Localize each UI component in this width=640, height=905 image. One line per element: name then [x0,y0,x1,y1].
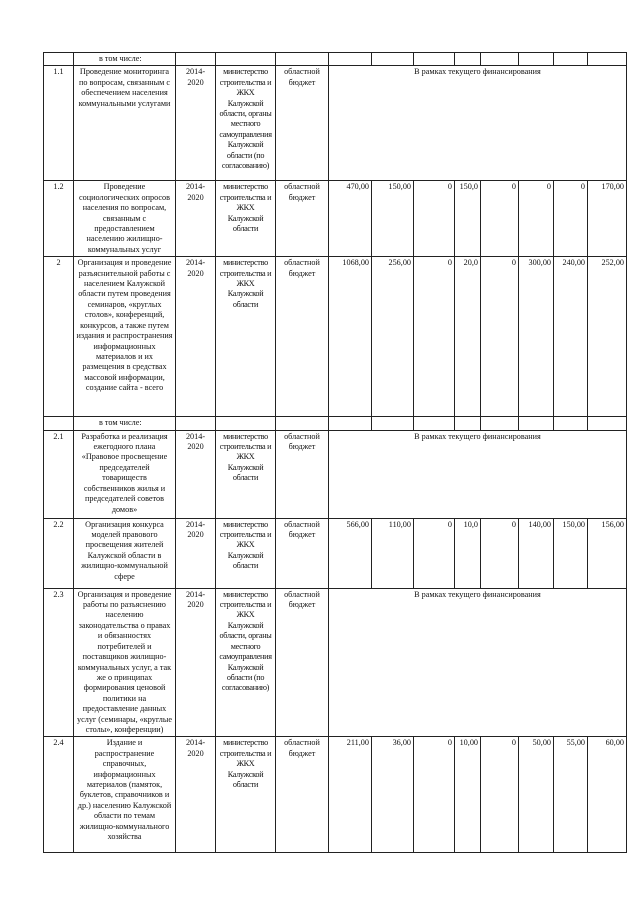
table-row [44,588,627,737]
row-name: Организация и проведение работы по разъяснению населению законодательства о правах и обязанностях потребителей и поставщиков жилищно-коммунальных услуг, а так же о принципах формирования ценовой политики на предоставление данных услуг (семинары, «круглые столы», конференции) [74,588,176,737]
row-value [554,417,588,430]
row-executor: министерство строительства и ЖКХ Калужской области [216,518,276,588]
row-value: 211,00 [329,737,372,853]
row-value: 60,00 [588,737,627,853]
row-value [519,53,554,66]
row-value: 10,00 [455,737,481,853]
row-number [44,417,74,430]
row-source: областной бюджет [276,588,329,737]
row-value [372,53,414,66]
row-name: в том числе: [74,53,176,66]
row-number: 1.2 [44,181,74,257]
row-source: областной бюджет [276,737,329,853]
row-value: 0 [481,518,519,588]
row-value: 0 [414,181,455,257]
row-period: 2014-2020 [176,588,216,737]
row-period: 2014-2020 [176,430,216,518]
row-value [372,417,414,430]
row-value: 0 [481,257,519,417]
row-source: областной бюджет [276,181,329,257]
row-value [519,417,554,430]
financing-note: В рамках текущего финансирования [329,588,627,737]
row-source [276,417,329,430]
table-row [44,417,627,430]
row-value: 156,00 [588,518,627,588]
row-name: Проведение мониторинга по вопросам, связанным с обеспечением населения коммунальными услугами [74,66,176,181]
row-value [481,53,519,66]
table-row [44,737,627,853]
row-number: 1.1 [44,66,74,181]
row-value: 470,00 [329,181,372,257]
row-value [588,417,627,430]
row-name: Издание и распространение справочных, информационных материалов (памяток, буклетов, справочников и др.) населению Калужской области по темам жилищно-коммунального хозяйства [74,737,176,853]
table-body [44,53,627,853]
row-source: областной бюджет [276,518,329,588]
table-row [44,518,627,588]
row-executor: министерство строительства и ЖКХ Калужской области [216,181,276,257]
row-number [44,53,74,66]
row-value: 1068,00 [329,257,372,417]
row-value: 0 [519,181,554,257]
table-row [44,53,627,66]
table-row [44,181,627,257]
row-source: областной бюджет [276,257,329,417]
table-row [44,257,627,417]
row-value: 110,00 [372,518,414,588]
row-period [176,417,216,430]
row-executor: министерство строительства и ЖКХ Калужской области [216,430,276,518]
row-number: 2.3 [44,588,74,737]
table-row [44,430,627,518]
financing-note: В рамках текущего финансирования [329,66,627,181]
row-value: 150,00 [554,518,588,588]
row-value: 256,00 [372,257,414,417]
row-period: 2014-2020 [176,181,216,257]
row-source: областной бюджет [276,66,329,181]
row-period: 2014-2020 [176,257,216,417]
row-executor: министерство строительства и ЖКХ Калужской области [216,257,276,417]
row-value: 20,0 [455,257,481,417]
table-row [44,66,627,181]
row-value: 150,00 [372,181,414,257]
financing-note: В рамках текущего финансирования [329,430,627,518]
row-executor [216,53,276,66]
row-period: 2014-2020 [176,737,216,853]
row-name: Организация конкурса моделей правового просвещения жителей Калужской области в жилищно-коммунальной сфере [74,518,176,588]
row-executor: министерство строительства и ЖКХ Калужской области, органы местного самоуправления Калужской области (по согласованию) [216,588,276,737]
row-number: 2.4 [44,737,74,853]
row-source: областной бюджет [276,430,329,518]
program-table [43,52,627,853]
row-source [276,53,329,66]
row-value: 300,00 [519,257,554,417]
row-executor: министерство строительства и ЖКХ Калужской области, органы местного самоуправления Калужской области (по согласованию) [216,66,276,181]
row-value [414,53,455,66]
row-value: 36,00 [372,737,414,853]
row-value [481,417,519,430]
row-value: 0 [414,257,455,417]
row-value: 0 [414,737,455,853]
row-period: 2014-2020 [176,66,216,181]
row-name: Организация и проведение разъяснительной работы с населением Калужской области путем проведения семинаров, «круглых столов», конференций, конкурсов, а также путем издания и распространения информационных материалов и их размещения в средствах массовой информации, создание сайта - всего [74,257,176,417]
row-value: 140,00 [519,518,554,588]
row-name: Проведение социологических опросов населения по вопросам, связанным с предоставлением населению жилищно-коммунальных услуг [74,181,176,257]
row-value [588,53,627,66]
row-value [414,417,455,430]
row-name: Разработка и реализация ежегодного плана «Правовое просвещение председателей товариществ собственников жилья и председателей советов домов» [74,430,176,518]
row-value: 0 [481,737,519,853]
row-value: 566,00 [329,518,372,588]
row-value: 55,00 [554,737,588,853]
row-value [455,417,481,430]
row-value: 240,00 [554,257,588,417]
row-number: 2.2 [44,518,74,588]
row-value: 0 [481,181,519,257]
row-value: 0 [554,181,588,257]
row-value: 150,0 [455,181,481,257]
row-period [176,53,216,66]
row-value [554,53,588,66]
row-value [329,417,372,430]
row-value: 0 [414,518,455,588]
row-executor: министерство строительства и ЖКХ Калужской области [216,737,276,853]
row-value [329,53,372,66]
row-value: 252,00 [588,257,627,417]
row-value: 50,00 [519,737,554,853]
row-period: 2014-2020 [176,518,216,588]
row-executor [216,417,276,430]
row-name: в том числе: [74,417,176,430]
row-value: 170,00 [588,181,627,257]
row-number: 2 [44,257,74,417]
row-value: 10,0 [455,518,481,588]
row-number: 2.1 [44,430,74,518]
row-value [455,53,481,66]
